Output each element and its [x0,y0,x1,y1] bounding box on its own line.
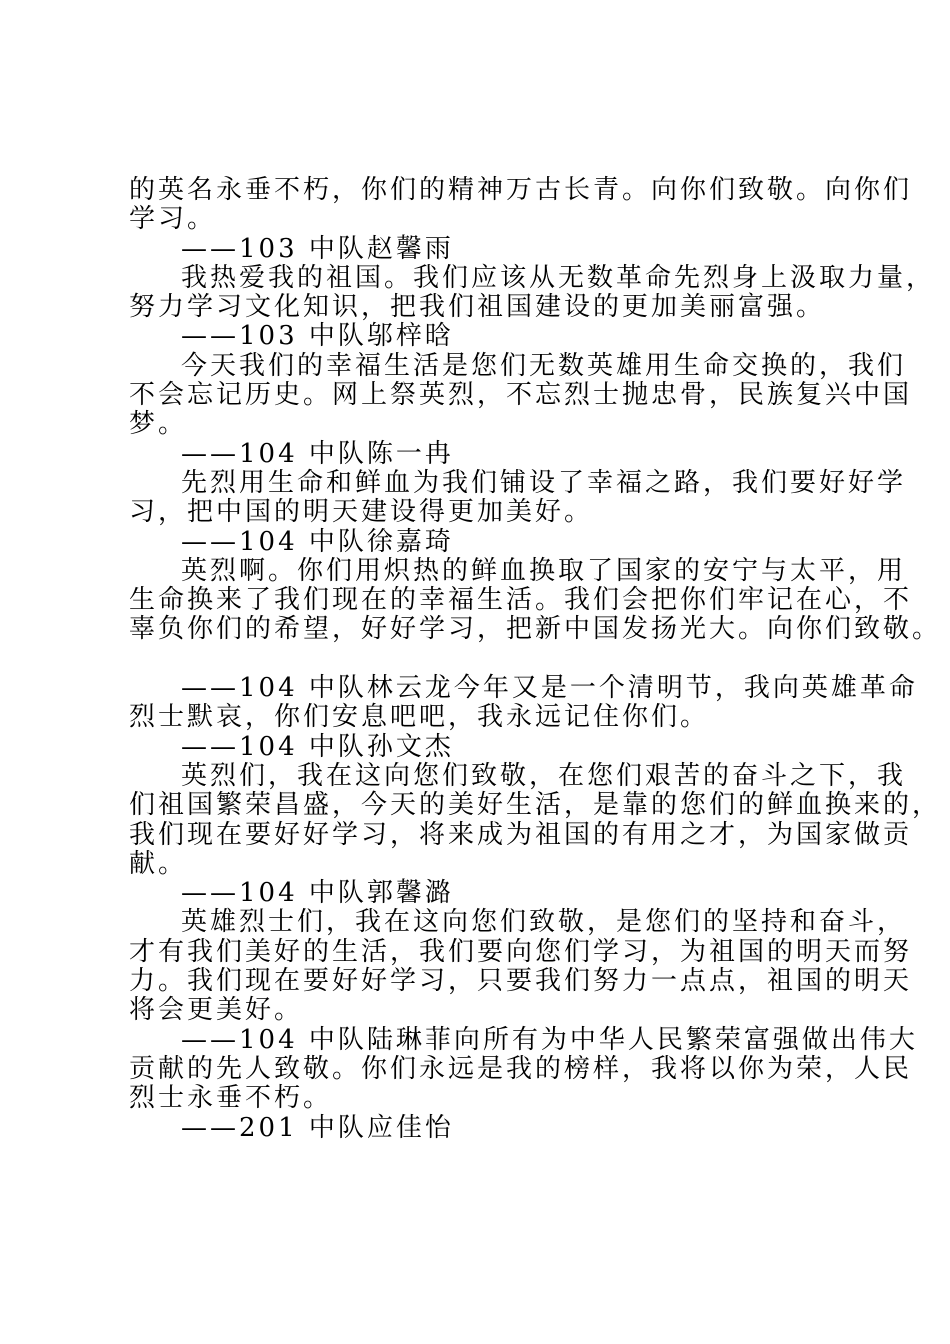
signature-line: ——201 中队应佳怡 [181,1112,454,1143]
signature-line: ——103 中队赵馨雨 [181,233,454,264]
text-line: 我热爱我的祖国。我们应该从无数革命先烈身上汲取力量， [181,262,936,293]
text-line: 不会忘记历史。网上祭英烈，不忘烈士抛忠骨，民族复兴中国 [129,380,913,411]
text-line: 习，把中国的明天建设得更加美好。 [129,497,594,528]
text-line: 献。 [129,848,188,879]
text-line: 将会更美好。 [129,995,304,1026]
signature-line: ——103 中队邬梓晗 [181,321,454,352]
text-line: 先烈用生命和鲜血为我们铺设了幸福之路，我们要好好学 [181,467,907,498]
signature-line: ——104 中队陆琳菲向所有为中华人民繁荣富强做出伟大 [181,1024,918,1055]
text-line: 生命换来了我们现在的幸福生活。我们会把你们牢记在心，不 [129,585,913,616]
text-line: 的英名永垂不朽，你们的精神万古长青。向你们致敬。向你们 [129,175,913,205]
signature-line: ——104 中队陈一冉 [181,438,454,469]
text-line: 英烈啊。你们用炽热的鲜血换取了国家的安宁与太平，用 [181,555,907,586]
text-line: 英雄烈士们，我在这向您们致敬，是您们的坚持和奋斗， [181,907,907,938]
text-line: 辜负你们的希望，好好学习，把新中国发扬光大。向你们致敬。 [129,614,942,645]
signature-line: ——104 中队郭馨潞 [181,878,454,909]
text-line: 努力学习文化知识，把我们祖国建设的更加美丽富强。 [129,292,826,323]
signature-line: ——104 中队徐嘉琦 [181,526,454,557]
text-line: 力。我们现在要好好学习，只要我们努力一点点，祖国的明天 [129,966,913,997]
text-line: 们祖国繁荣昌盛，今天的美好生活，是靠的您们的鲜血换来的， [129,790,942,821]
document-body [129,175,942,1143]
text-line: 学习。 [129,204,217,235]
text-line: 梦。 [129,409,188,440]
text-line: 烈士默哀，你们安息吧吧，我永远记住你们。 [129,702,710,733]
text-line: 我们现在要好好学习，将来成为祖国的有用之才，为国家做贡 [129,819,913,850]
text-line: 英烈们，我在这向您们致敬，在您们艰苦的奋斗之下，我 [181,760,907,791]
text-line: 才有我们美好的生活，我们要向您们学习，为祖国的明天而努 [129,936,913,967]
signature-line: ——104 中队孙文杰 [181,731,454,762]
text-line: 今天我们的幸福生活是您们无数英雄用生命交换的，我们 [181,350,907,381]
text-line: 烈士永垂不朽。 [129,1083,333,1114]
text-line: 贡献的先人致敬。你们永远是我的榜样，我将以你为荣，人民 [129,1053,913,1084]
blank-line [129,645,853,674]
signature-line: ——104 中队林云龙今年又是一个清明节，我向英雄革命 [181,673,918,704]
